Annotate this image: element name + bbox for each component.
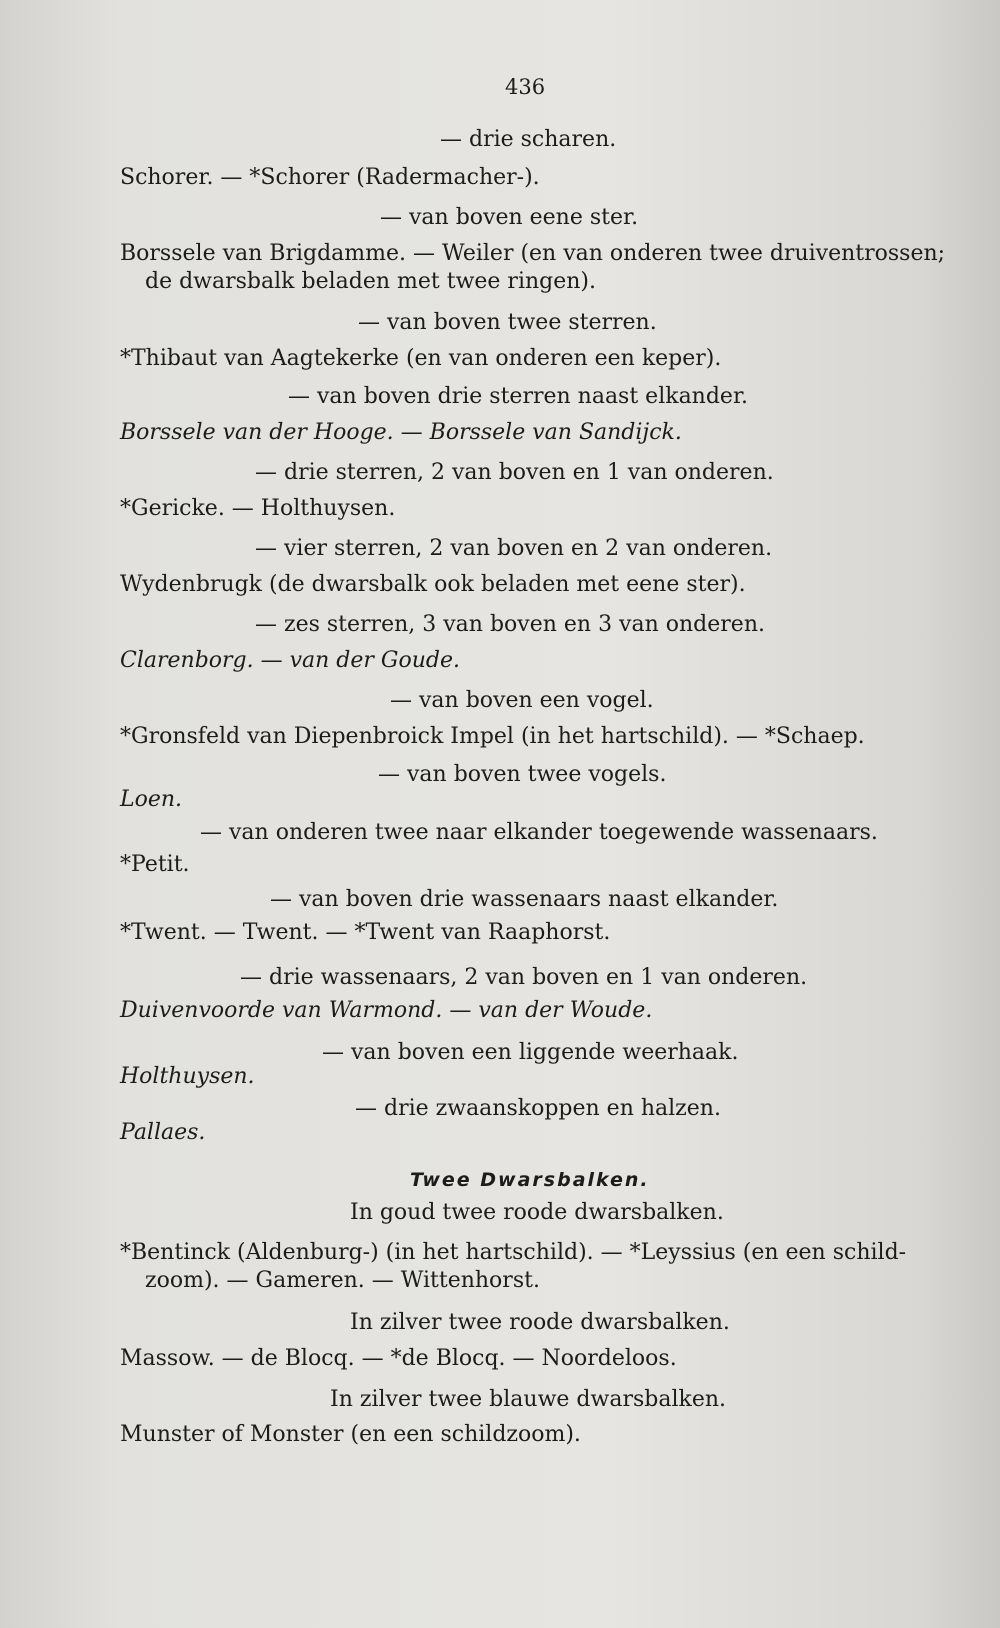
text-line: Munster of Monster (en een schildzoom). [120,1422,581,1447]
text-line: Clarenborg. — van der Goude. [120,648,461,673]
text-line: — van boven twee sterren. [358,310,657,335]
text-line: In goud twee roode dwarsbalken. [350,1200,724,1225]
text-line: *Gronsfeld van Diepenbroick Impel (in het hartschild). — *Schaep. [120,724,865,749]
text-line: — drie wassenaars, 2 van boven en 1 van onderen. [240,965,808,990]
text-line: Schorer. — *Schorer (Radermacher-). [120,165,540,190]
text-line: — van boven drie sterren naast elkander. [288,384,749,409]
text-line: — drie zwaanskoppen en halzen. [355,1096,721,1121]
text-line: Borssele van Brigdamme. — Weiler (en van onderen twee druiventrossen; [120,241,946,266]
text-line: In zilver twee roode dwarsbalken. [350,1310,730,1335]
text-line: — van boven eene ster. [380,205,639,230]
text-line: — van onderen twee naar elkander toegewende wassenaars. [200,820,878,845]
text-line: *Petit. [120,852,190,877]
text-line: — drie scharen. [440,127,617,152]
text-line: — drie sterren, 2 van boven en 1 van onderen. [255,460,774,485]
text-line: — van boven een liggende weerhaak. [322,1040,739,1065]
text-line: *Twent. — Twent. — *Twent van Raaphorst. [120,920,611,945]
text-line: — van boven een vogel. [390,688,654,713]
text-line: Massow. — de Blocq. — *de Blocq. — Noordeloos. [120,1346,677,1371]
text-line: In zilver twee blauwe dwarsbalken. [330,1387,727,1412]
text-line: — zes sterren, 3 van boven en 3 van onderen. [255,612,765,637]
text-line: Borssele van der Hooge. — Borssele van Sandijck. [120,420,682,445]
text-line: de dwarsbalk beladen met twee ringen). [145,269,596,294]
text-line: Pallaes. [120,1120,206,1145]
text-line: Holthuysen. [120,1064,255,1089]
page-number: 436 [505,75,546,99]
text-line: zoom). — Gameren. — Wittenhorst. [145,1268,540,1293]
text-line: Loen. [120,787,183,812]
text-line: *Thibaut van Aagtekerke (en van onderen een keper). [120,346,722,371]
text-line: Wydenbrugk (de dwarsbalk ook beladen met eene ster). [120,572,746,597]
text-line: — van boven drie wassenaars naast elkander. [270,887,779,912]
text-line: *Bentinck (Aldenburg-) (in het hartschild). — *Leyssius (en een schild- [120,1240,907,1265]
text-line: — van boven twee vogels. [378,762,667,787]
section-heading: Twee Dwarsbalken. [410,1169,650,1191]
text-line: Duivenvoorde van Warmond. — van der Woude. [120,998,653,1023]
text-line: *Gericke. — Holthuysen. [120,496,396,521]
text-line: — vier sterren, 2 van boven en 2 van onderen. [255,536,773,561]
